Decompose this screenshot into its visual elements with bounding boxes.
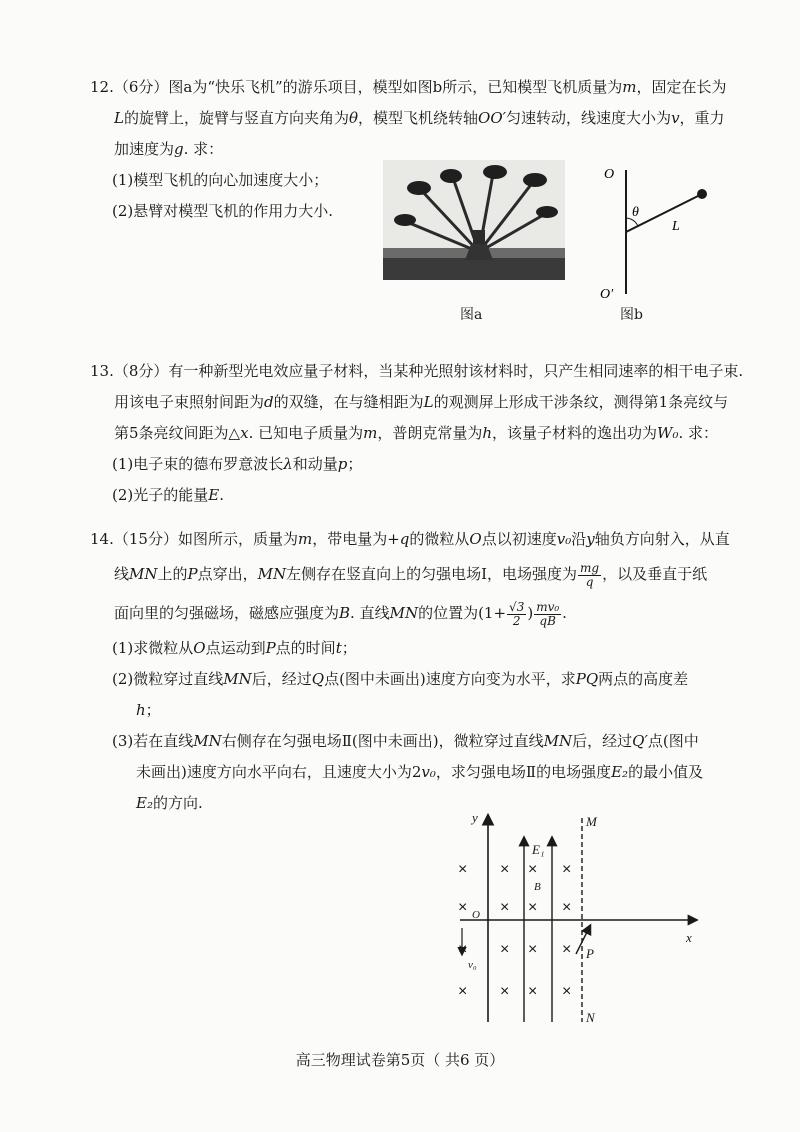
q13-line-1: 13.（8分）有一种新型光电效应量子材料，当某种光照射该材料时，只产生相同速率的相干电子束. <box>90 362 744 380</box>
cross-mark: × <box>562 861 572 878</box>
fraction-mv0-over-qB: $\frac{\text{mv₀}}{qB}$ <box>536 599 560 628</box>
label-L: L <box>672 219 680 234</box>
q14-field-diagram <box>440 808 720 1030</box>
question-13 <box>90 356 744 511</box>
label-x: x <box>686 930 692 945</box>
cross-mark: × <box>528 861 538 878</box>
cross-mark: × <box>500 941 510 958</box>
cross-mark: × <box>458 899 468 916</box>
cross-mark: × <box>458 861 468 878</box>
q12-line-2: L的旋臂上，旋臂与竖直方向夹角为θ，模型飞机绕转轴OO′匀速转动，线速度大小为v，重力 <box>114 109 725 127</box>
fraction-sqrt3-over-2: $\frac{√3}{2}$ <box>509 599 525 628</box>
label-P: P <box>586 946 594 961</box>
cross-mark: × <box>458 983 468 1000</box>
q14-part-2: (2)微粒穿过直线MN后，经过Q点(图中未画出)速度方向变为水平，求PQ两点的高度差 <box>112 670 689 688</box>
cross-mark: × <box>500 861 510 878</box>
cross-mark: × <box>562 899 572 916</box>
q14-part-2-cont: h； <box>136 701 161 719</box>
q14-part-3-line-2: 未画出)速度方向水平向右，且速度大小为2v₀，求匀强电场Ⅱ的电场强度E₂的最小值及 <box>136 763 704 781</box>
q12-part-2: (2)悬臂对模型飞机的作用力大小. <box>112 202 334 220</box>
q14-part-3-line-3: E₂的方向. <box>136 794 203 812</box>
cross-mark: × <box>562 983 572 1000</box>
cross-mark: × <box>528 941 538 958</box>
cross-mark: × <box>500 983 510 1000</box>
q14-line-2: 线MN上的P点穿出，MN左侧存在竖直向上的匀强电场Ⅰ，电场强度为 $\frac{mg}{q}$ ，以及垂直于纸 <box>114 560 708 589</box>
cross-mark: × <box>458 941 468 958</box>
label-E1: E₁ <box>532 842 545 857</box>
q14-line-3: 面向里的匀强磁场，磁感应强度为B. 直线MN的位置为(1+ $\frac{√3}{2}$ ) $\frac{\text{mv₀}}{qB}$ . <box>114 599 567 628</box>
fraction-mg-over-q: $\frac{mg}{q}$ <box>580 560 600 589</box>
q12-line-1: 12.（6分）图a为“快乐飞机”的游乐项目，模型如图b所示，已知模型飞机质量为m，固定在长为 <box>90 78 727 96</box>
q14-part-3: (3)若在直线MN右侧存在匀强电场Ⅱ(图中未画出)，微粒穿过直线MN后，经过Q′点(图中 <box>112 732 699 750</box>
label-y: y <box>472 810 478 825</box>
label-O: O <box>604 167 615 182</box>
q12-part-1: (1)模型飞机的向心加速度大小； <box>112 171 329 189</box>
label-v0: v₀ <box>468 959 477 971</box>
q13-line-3: 第5条亮纹间距为△x. 已知电子质量为m，普朗克常量为h，该量子材料的逸出功为W₀. 求： <box>114 424 719 442</box>
label-theta: θ <box>632 205 639 220</box>
label-O-prime: O′ <box>600 287 614 300</box>
label-B: B <box>534 881 541 893</box>
magnetic-field-crosses <box>458 861 571 1000</box>
figure-a-caption: 图a <box>460 307 483 323</box>
q12-line-3: 加速度为g. 求： <box>114 140 224 158</box>
cross-mark: × <box>562 941 572 958</box>
figure-b-caption: 图b <box>620 307 643 323</box>
label-M: M <box>586 814 597 829</box>
model-plane-dot <box>697 189 707 199</box>
figure-b-diagram <box>598 160 728 300</box>
page-footer: 高三物理试卷第5页（ 共6 页） <box>295 1051 505 1069</box>
q14-part-1: (1)求微粒从O点运动到P点的时间t； <box>112 639 357 657</box>
label-N: N <box>586 1010 595 1025</box>
figure-a-photo <box>383 160 565 280</box>
cross-mark: × <box>528 899 538 916</box>
q13-part-1: (1)电子束的德布罗意波长λ和动量p； <box>112 455 363 473</box>
label-O: O <box>472 909 480 921</box>
cross-mark: × <box>528 983 538 1000</box>
q13-part-2: (2)光子的能量E. <box>112 486 224 504</box>
q13-line-2: 用该电子束照射间距为d的双缝，在与缝相距为L的观测屏上形成干涉条纹，测得第1条亮纹与 <box>114 393 729 411</box>
question-14 <box>90 524 730 819</box>
cross-mark: × <box>500 899 510 916</box>
q14-line-1: 14.（15分）如图所示，质量为m，带电量为+q的微粒从O点以初速度v₀沿y轴负方向射入，从直 <box>90 530 730 548</box>
